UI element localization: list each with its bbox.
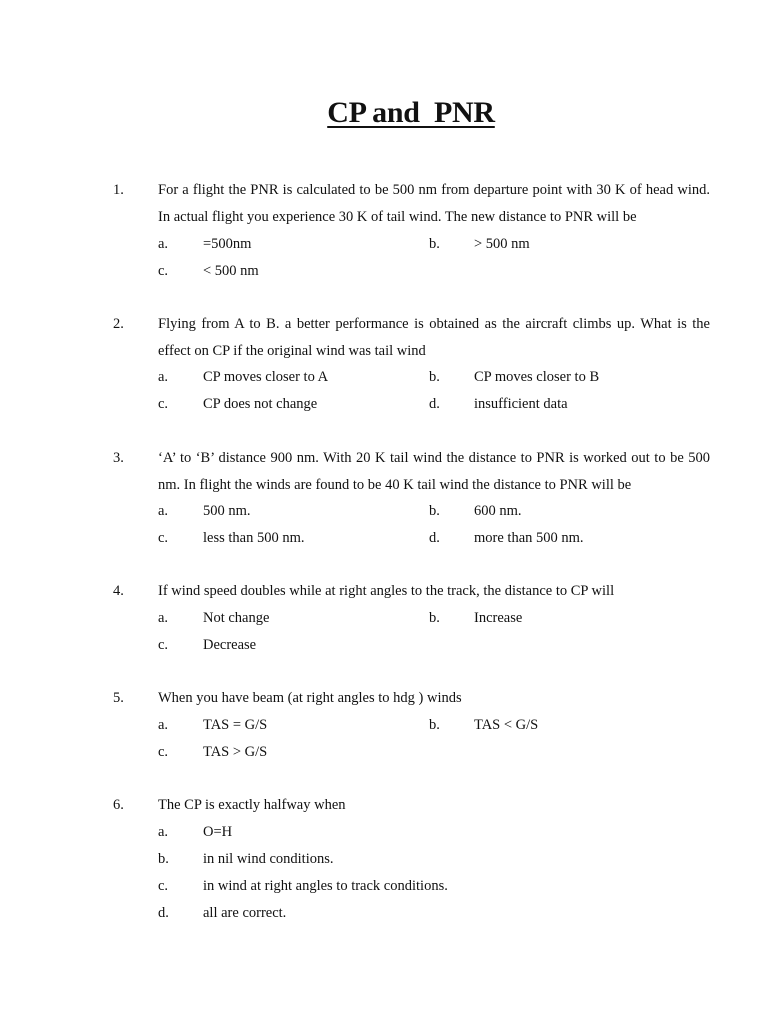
option-letter: a. bbox=[158, 503, 169, 519]
question-text: If wind speed doubles while at right angles to the track, the distance to CP will bbox=[158, 583, 615, 599]
question-number: 1. bbox=[113, 182, 124, 198]
question-text: ‘A’ to ‘B’ distance 900 nm. With 20 K tail wind the distance to PNR is worked out to be 500 nm. In flight the winds are found to be 40 K tail wind the distance to PNR will be bbox=[158, 450, 710, 493]
option-text: < 500 nm bbox=[203, 263, 259, 279]
option-letter: a. bbox=[158, 236, 169, 252]
option-letter: b. bbox=[429, 369, 440, 385]
question-text: For a flight the PNR is calculated to be 500 nm from departure point with 30 K of head wind. In actual flight you experience 30 K of tail wind. The new distance to PNR will be bbox=[158, 182, 710, 225]
option-text: > 500 nm bbox=[474, 236, 530, 252]
option-letter: a. bbox=[158, 824, 169, 840]
option-letter: c. bbox=[158, 530, 169, 546]
question-number: 6. bbox=[113, 797, 124, 813]
option-text: 600 nm. bbox=[474, 503, 522, 519]
option-letter: c. bbox=[158, 637, 169, 653]
option-letter: b. bbox=[429, 236, 440, 252]
option-text: CP moves closer to B bbox=[474, 369, 600, 385]
option-text: O=H bbox=[203, 824, 233, 840]
option-letter: b. bbox=[429, 503, 440, 519]
option-letter: d. bbox=[429, 530, 440, 546]
option-text: CP moves closer to A bbox=[203, 369, 329, 385]
option-text: in wind at right angles to track conditions. bbox=[203, 878, 448, 894]
question-number: 2. bbox=[113, 316, 124, 332]
option-text: in nil wind conditions. bbox=[203, 851, 334, 867]
option-letter: a. bbox=[158, 610, 169, 626]
option-letter: c. bbox=[158, 878, 169, 894]
option-text: Not change bbox=[203, 610, 270, 626]
question-number: 5. bbox=[113, 690, 124, 706]
option-text: TAS > G/S bbox=[203, 744, 268, 760]
question-text: When you have beam (at right angles to hdg ) winds bbox=[158, 690, 462, 706]
option-text: TAS = G/S bbox=[203, 717, 268, 733]
question-number: 4. bbox=[113, 583, 124, 599]
question-number: 3. bbox=[113, 450, 124, 466]
option-text: Decrease bbox=[203, 637, 257, 653]
option-text: 500 nm. bbox=[203, 503, 251, 519]
option-letter: c. bbox=[158, 263, 169, 279]
option-text: more than 500 nm. bbox=[474, 530, 584, 546]
option-letter: c. bbox=[158, 744, 169, 760]
option-letter: b. bbox=[158, 851, 169, 867]
option-text: less than 500 nm. bbox=[203, 530, 305, 546]
option-letter: d. bbox=[429, 396, 440, 412]
option-letter: c. bbox=[158, 396, 169, 412]
option-text: CP does not change bbox=[203, 396, 318, 412]
option-text: insufficient data bbox=[474, 396, 568, 412]
option-text: =500nm bbox=[203, 236, 252, 252]
option-text: all are correct. bbox=[203, 905, 287, 921]
option-letter: b. bbox=[429, 717, 440, 733]
option-letter: d. bbox=[158, 905, 169, 921]
option-letter: a. bbox=[158, 717, 169, 733]
option-text: TAS < G/S bbox=[474, 717, 539, 733]
question-text: The CP is exactly halfway when bbox=[158, 797, 346, 813]
question-text: Flying from A to B. a better performance is obtained as the aircraft climbs up. What is the effect on CP if the original wind was tail wind bbox=[158, 316, 710, 359]
option-letter: b. bbox=[429, 610, 440, 626]
option-letter: a. bbox=[158, 369, 169, 385]
page-title: CP and PNR bbox=[327, 96, 495, 129]
option-text: Increase bbox=[474, 610, 523, 626]
